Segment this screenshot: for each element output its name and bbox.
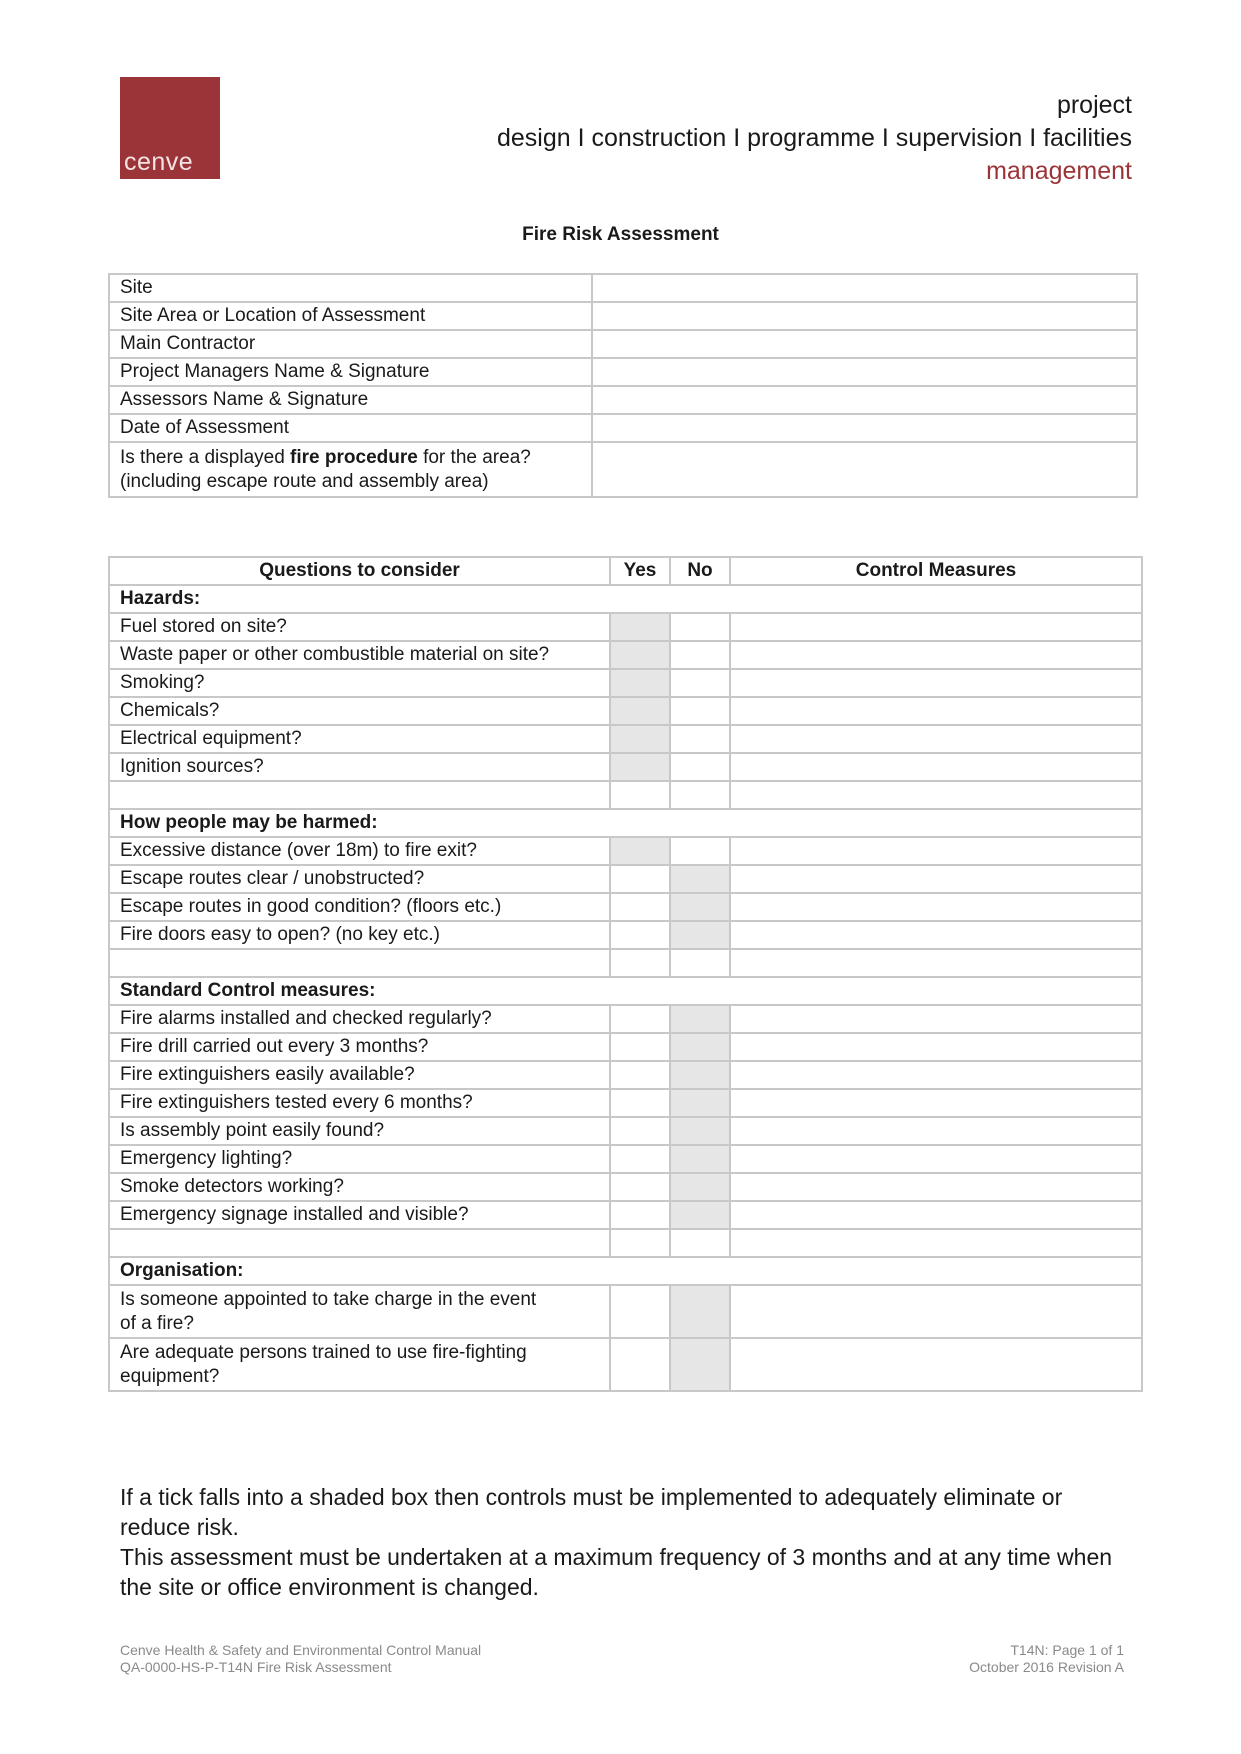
assessment-info-table	[108, 273, 1138, 498]
note-line: the site or office environment is changed.	[120, 1574, 539, 1600]
yes-checkbox[interactable]	[610, 1145, 670, 1173]
yes-checkbox[interactable]	[610, 893, 670, 921]
yes-checkbox[interactable]	[610, 725, 670, 753]
control-measures-cell[interactable]	[730, 893, 1142, 921]
date-field[interactable]	[592, 414, 1137, 442]
table-row	[109, 921, 1142, 949]
section-standard-controls: Standard Control measures:	[109, 977, 1142, 1005]
blank-row	[109, 1229, 1142, 1257]
control-measures-cell[interactable]	[730, 641, 1142, 669]
footer-right	[969, 1642, 1124, 1676]
section-organisation: Organisation:	[109, 1257, 1142, 1285]
yes-checkbox[interactable]	[610, 921, 670, 949]
no-checkbox[interactable]	[670, 1173, 730, 1201]
footer-left	[120, 1642, 481, 1676]
table-row	[109, 358, 1137, 386]
table-row	[109, 1089, 1142, 1117]
control-measures-cell[interactable]	[730, 1338, 1142, 1391]
field-label: Project Managers Name & Signature	[109, 358, 592, 386]
blank-cell	[730, 781, 1142, 809]
header-questions: Questions to consider	[109, 557, 610, 585]
blank-cell	[670, 949, 730, 977]
yes-checkbox[interactable]	[610, 669, 670, 697]
yes-checkbox[interactable]	[610, 1061, 670, 1089]
table-row	[109, 302, 1137, 330]
table-row	[109, 274, 1137, 302]
yes-checkbox[interactable]	[610, 1338, 670, 1391]
yes-checkbox[interactable]	[610, 697, 670, 725]
project-manager-field[interactable]	[592, 358, 1137, 386]
header-line-3: management	[986, 157, 1132, 185]
page-title: Fire Risk Assessment	[522, 224, 719, 245]
question-line: Is someone appointed to take charge in the event	[120, 1288, 537, 1310]
no-checkbox[interactable]	[670, 921, 730, 949]
control-measures-cell[interactable]	[730, 1173, 1142, 1201]
site-area-field[interactable]	[592, 302, 1137, 330]
field-label	[109, 442, 592, 497]
table-row	[109, 669, 1142, 697]
question-cell: Ignition sources?	[109, 753, 610, 781]
fire-procedure-note: (including escape route and assembly area)	[120, 470, 489, 492]
blank-cell	[109, 1229, 610, 1257]
section-row	[109, 585, 1142, 613]
control-measures-cell[interactable]	[730, 1285, 1142, 1338]
blank-cell	[670, 1229, 730, 1257]
control-measures-cell[interactable]	[730, 1145, 1142, 1173]
fire-procedure-suffix: for the area?	[417, 446, 531, 468]
table-row	[109, 725, 1142, 753]
control-measures-cell[interactable]	[730, 753, 1142, 781]
no-checkbox[interactable]	[670, 893, 730, 921]
control-measures-cell[interactable]	[730, 1005, 1142, 1033]
table-row	[109, 330, 1137, 358]
question-cell: Is assembly point easily found?	[109, 1117, 610, 1145]
question-cell	[109, 1285, 610, 1338]
no-checkbox[interactable]	[670, 613, 730, 641]
question-cell: Fuel stored on site?	[109, 613, 610, 641]
table-row	[109, 837, 1142, 865]
control-measures-cell[interactable]	[730, 1117, 1142, 1145]
no-checkbox[interactable]	[670, 725, 730, 753]
no-checkbox[interactable]	[670, 1285, 730, 1338]
table-row	[109, 1005, 1142, 1033]
section-row	[109, 1257, 1142, 1285]
section-hazards: Hazards:	[109, 585, 1142, 613]
header-no: No	[670, 557, 730, 585]
blank-cell	[730, 949, 1142, 977]
table-row	[109, 1285, 1142, 1338]
no-checkbox[interactable]	[670, 697, 730, 725]
control-measures-cell[interactable]	[730, 697, 1142, 725]
control-measures-cell[interactable]	[730, 725, 1142, 753]
fire-procedure-prefix: Is there a displayed	[120, 446, 291, 468]
note-line: This assessment must be undertaken at a maximum frequency of 3 months and at any time when	[120, 1544, 1113, 1570]
note-paragraph	[120, 1482, 1120, 1542]
question-cell: Escape routes in good condition? (floors etc.)	[109, 893, 610, 921]
field-label: Site Area or Location of Assessment	[109, 302, 592, 330]
no-checkbox[interactable]	[670, 1005, 730, 1033]
question-cell: Smoking?	[109, 669, 610, 697]
yes-checkbox[interactable]	[610, 865, 670, 893]
question-cell: Electrical equipment?	[109, 725, 610, 753]
main-contractor-field[interactable]	[592, 330, 1137, 358]
logo-text: cenve	[124, 148, 194, 176]
yes-checkbox[interactable]	[610, 1089, 670, 1117]
footer-manual-title: Cenve Health & Safety and Environmental Control Manual	[120, 1642, 482, 1658]
field-label: Assessors Name & Signature	[109, 386, 592, 414]
no-checkbox[interactable]	[670, 1338, 730, 1391]
section-people: How people may be harmed:	[109, 809, 1142, 837]
control-measures-cell[interactable]	[730, 865, 1142, 893]
no-checkbox[interactable]	[670, 1117, 730, 1145]
fire-risk-checklist	[108, 556, 1143, 1392]
yes-checkbox[interactable]	[610, 1005, 670, 1033]
table-row	[109, 865, 1142, 893]
site-field[interactable]	[592, 274, 1137, 302]
question-cell: Emergency lighting?	[109, 1145, 610, 1173]
control-measures-cell[interactable]	[730, 921, 1142, 949]
blank-cell	[610, 1229, 670, 1257]
section-row	[109, 977, 1142, 1005]
control-measures-cell[interactable]	[730, 1201, 1142, 1229]
header-yes: Yes	[610, 557, 670, 585]
question-cell	[109, 1338, 610, 1391]
table-row	[109, 1338, 1142, 1391]
field-label: Site	[109, 274, 592, 302]
table-row	[109, 893, 1142, 921]
control-measures-cell[interactable]	[730, 669, 1142, 697]
control-measures-cell[interactable]	[730, 837, 1142, 865]
table-row	[109, 414, 1137, 442]
blank-cell	[610, 781, 670, 809]
header-control-measures: Control Measures	[730, 557, 1142, 585]
question-line: of a fire?	[120, 1312, 194, 1334]
question-cell: Escape routes clear / unobstructed?	[109, 865, 610, 893]
table-row	[109, 1145, 1142, 1173]
yes-checkbox[interactable]	[610, 1201, 670, 1229]
table-header-row	[109, 557, 1142, 585]
yes-checkbox[interactable]	[610, 1117, 670, 1145]
yes-checkbox[interactable]	[610, 613, 670, 641]
table-row	[109, 641, 1142, 669]
yes-checkbox[interactable]	[610, 837, 670, 865]
no-checkbox[interactable]	[670, 1061, 730, 1089]
blank-cell	[109, 949, 610, 977]
instructions-note	[120, 1482, 1120, 1602]
question-cell: Smoke detectors working?	[109, 1173, 610, 1201]
fire-procedure-bold: fire procedure	[290, 446, 418, 468]
question-line: equipment?	[120, 1365, 220, 1387]
no-checkbox[interactable]	[670, 641, 730, 669]
note-paragraph	[120, 1542, 1120, 1602]
company-logo	[120, 77, 220, 179]
no-checkbox[interactable]	[670, 1033, 730, 1061]
question-cell: Fire doors easy to open? (no key etc.)	[109, 921, 610, 949]
yes-checkbox[interactable]	[610, 753, 670, 781]
footer-revision: October 2016 Revision A	[969, 1659, 1124, 1675]
table-row	[109, 1033, 1142, 1061]
question-cell: Fire drill carried out every 3 months?	[109, 1033, 610, 1061]
yes-checkbox[interactable]	[610, 1285, 670, 1338]
no-checkbox[interactable]	[670, 1201, 730, 1229]
question-cell: Fire extinguishers easily available?	[109, 1061, 610, 1089]
no-checkbox[interactable]	[670, 669, 730, 697]
table-row	[109, 697, 1142, 725]
no-checkbox[interactable]	[670, 753, 730, 781]
blank-cell	[670, 781, 730, 809]
blank-cell	[730, 1229, 1142, 1257]
footer-page-number: T14N: Page 1 of 1	[1010, 1642, 1124, 1658]
blank-row	[109, 949, 1142, 977]
question-cell: Excessive distance (over 18m) to fire exit?	[109, 837, 610, 865]
section-row	[109, 809, 1142, 837]
question-cell: Waste paper or other combustible material on site?	[109, 641, 610, 669]
question-cell: Fire alarms installed and checked regularly?	[109, 1005, 610, 1033]
no-checkbox[interactable]	[670, 837, 730, 865]
table-row	[109, 753, 1142, 781]
control-measures-cell[interactable]	[730, 613, 1142, 641]
yes-checkbox[interactable]	[610, 641, 670, 669]
header-line-2: design I construction I programme I supervision I facilities	[497, 124, 1132, 152]
table-row	[109, 1173, 1142, 1201]
note-line: reduce risk.	[120, 1514, 239, 1540]
control-measures-cell[interactable]	[730, 1033, 1142, 1061]
table-row	[109, 386, 1137, 414]
yes-checkbox[interactable]	[610, 1033, 670, 1061]
control-measures-cell[interactable]	[730, 1089, 1142, 1117]
no-checkbox[interactable]	[670, 1145, 730, 1173]
table-row	[109, 613, 1142, 641]
blank-cell	[109, 781, 610, 809]
field-label: Main Contractor	[109, 330, 592, 358]
no-checkbox[interactable]	[670, 865, 730, 893]
question-cell: Fire extinguishers tested every 6 months?	[109, 1089, 610, 1117]
fire-procedure-field[interactable]	[592, 442, 1137, 497]
header-line-1: project	[1056, 91, 1132, 119]
question-line: Are adequate persons trained to use fire-fighting	[120, 1341, 527, 1363]
yes-checkbox[interactable]	[610, 1173, 670, 1201]
assessor-field[interactable]	[592, 386, 1137, 414]
question-cell: Emergency signage installed and visible?	[109, 1201, 610, 1229]
table-row	[109, 442, 1137, 497]
table-row	[109, 1061, 1142, 1089]
footer-doc-code: QA-0000-HS-P-T14N Fire Risk Assessment	[120, 1659, 392, 1675]
question-cell: Chemicals?	[109, 697, 610, 725]
note-line: If a tick falls into a shaded box then controls must be implemented to adequately eliminate or	[120, 1484, 1063, 1510]
table-row	[109, 1117, 1142, 1145]
no-checkbox[interactable]	[670, 1089, 730, 1117]
blank-cell	[610, 949, 670, 977]
blank-row	[109, 781, 1142, 809]
field-label: Date of Assessment	[109, 414, 592, 442]
control-measures-cell[interactable]	[730, 1061, 1142, 1089]
table-row	[109, 1201, 1142, 1229]
